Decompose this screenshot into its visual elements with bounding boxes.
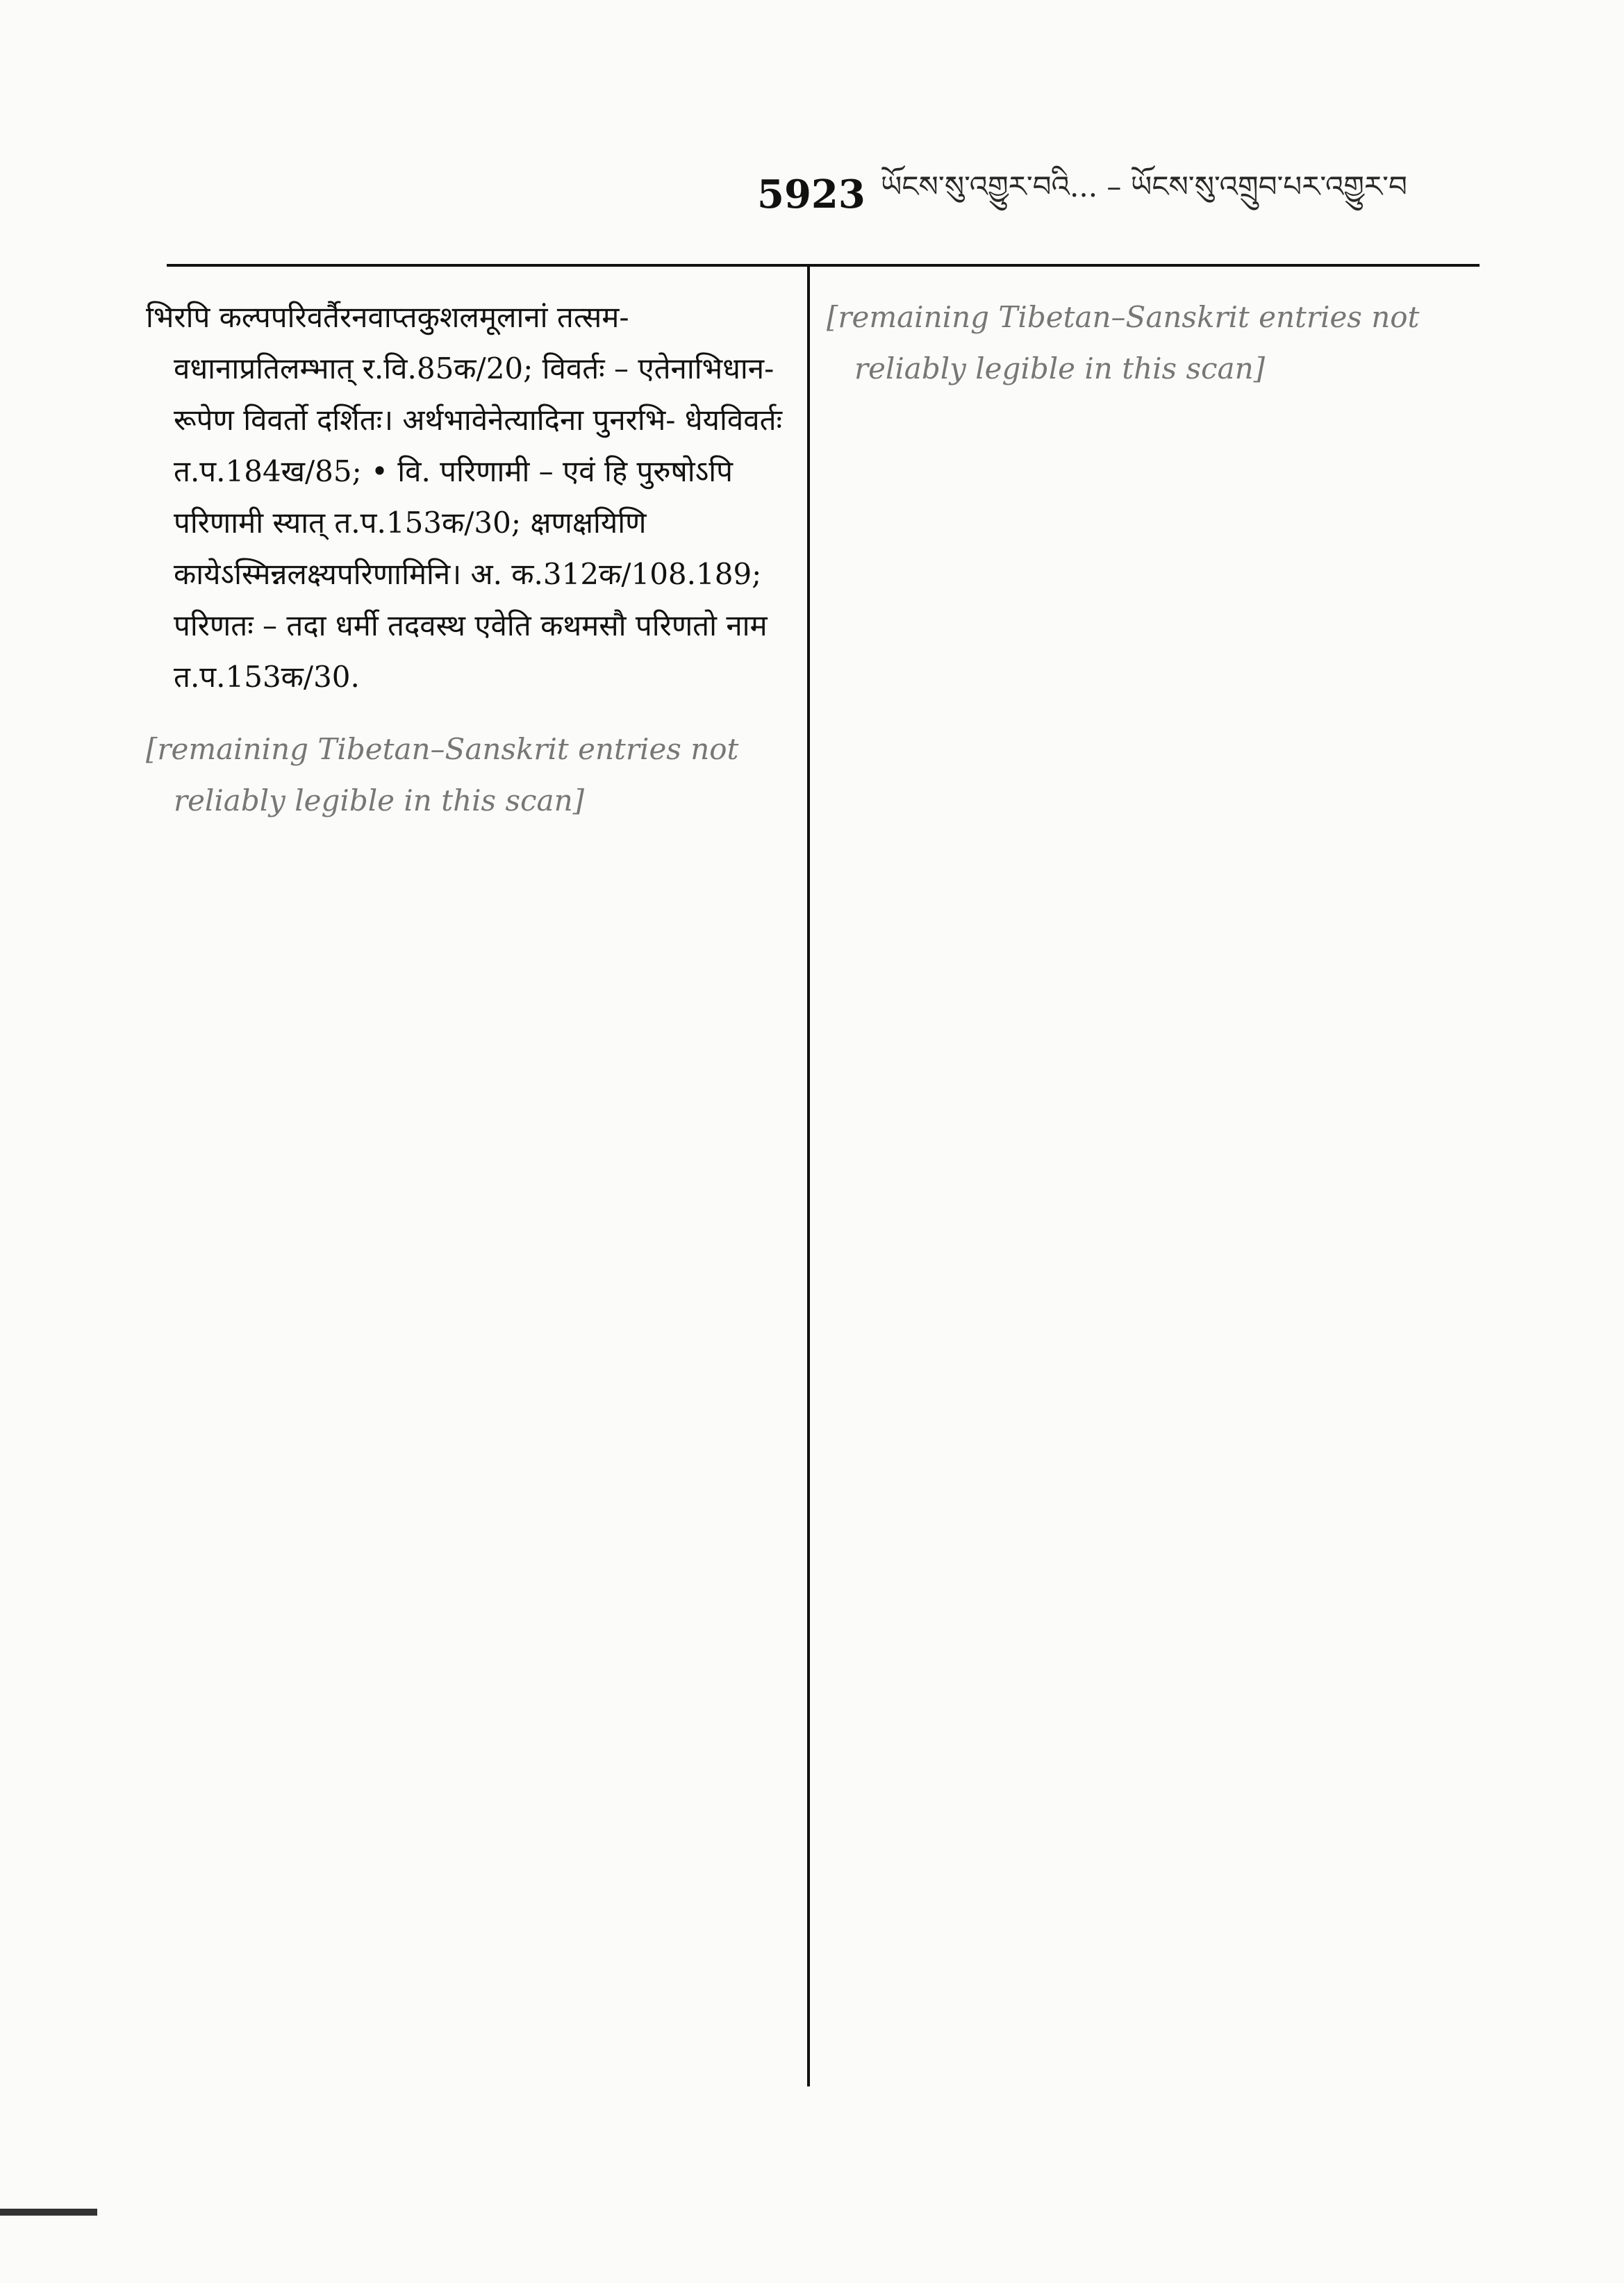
entry-text: [remaining Tibetan–Sanskrit entries not reliably legible in this scan] [827,300,1420,385]
right-column [827,292,1480,415]
running-head: ཡོངས་སུ་འགྱུར་བའི... – ཡོངས་སུ་འགྲུབ་པར་འགྱུར་བ [880,169,1407,204]
entry-text: [remaining Tibetan–Sanskrit entries not reliably legible in this scan] [146,732,739,817]
entry-text: भिरपि कल्पपरिवर्तैरनवाप्तकुशलमूलानां तत्सम- वधानाप्रतिलम्भात् र.वि.85क/20; विवर्तः – एतेनाभिधान- रूपेण विवर्तो दर्शितः। अर्थभावेनेत्यादिना पुनरभि- धेयविवर्तः त.प.184ख/85; • वि. परिणामी – एवं हि पुरुषोऽपि परिणामी स्यात् त.प.153क/30; क्षणक्षयिणि कायेऽस्मिन्नलक्ष्यपरिणामिनि। अ. क.312क/108.189; परिणतः – तदा धर्मी तदवस्थ एवेति कथमसौ परिणतो नाम त.प.153क/30. [146,300,783,694]
dictionary-entry [146,724,785,827]
dictionary-entry [827,292,1480,395]
page-header [757,167,1480,222]
dictionary-entry [146,292,785,703]
header-rule [167,264,1480,267]
left-column [146,292,785,847]
scan-edge-mark [0,2209,97,2216]
page-number: 5923 [757,172,865,217]
column-divider [807,267,810,2086]
